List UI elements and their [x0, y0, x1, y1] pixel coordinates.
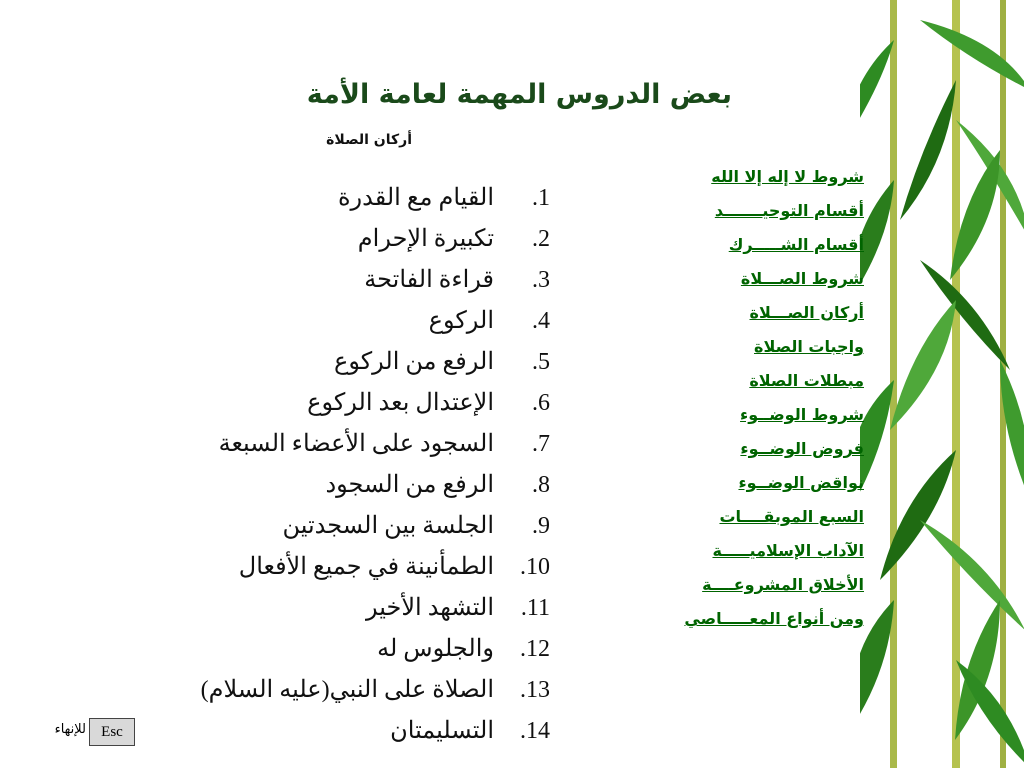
item-number: 7. — [532, 431, 550, 457]
item-text: والجلوس له — [377, 636, 494, 662]
item-number: 9. — [532, 513, 550, 539]
item-number: 10. — [520, 554, 550, 580]
nav-link-shirk-types[interactable]: أقسام الشـــــرك — [728, 235, 864, 254]
list-item — [150, 547, 550, 588]
bamboo-leaves — [860, 20, 1024, 768]
nav-link-tawheed-conditions[interactable]: شروط لا إله إلا الله — [711, 167, 864, 186]
nav-link-sins-types[interactable]: ومن أنواع المعـــــاصي — [684, 609, 864, 628]
item-text: الرفع من السجود — [325, 472, 494, 498]
item-number: 12. — [520, 636, 550, 662]
lessons-nav — [560, 162, 864, 638]
nav-link-prayer-obligations[interactable]: واجبات الصلاة — [754, 337, 864, 356]
nav-link-islamic-manners[interactable]: الآداب الإسلاميـــــة — [712, 541, 864, 560]
nav-link-seven-sins[interactable]: السبع الموبقــــات — [719, 507, 864, 526]
item-text: تكبيرة الإحرام — [357, 226, 494, 252]
item-number: 13. — [520, 677, 550, 703]
list-item — [150, 588, 550, 629]
nav-link-wudu-conditions[interactable]: شروط الوضــوء — [740, 405, 864, 424]
list-item — [150, 178, 550, 219]
item-text: الطمأنينة في جميع الأفعال — [238, 554, 494, 580]
item-text: التشهد الأخير — [366, 595, 494, 621]
item-number: 5. — [532, 349, 550, 375]
nav-link-wudu-obligations[interactable]: فروض الوضــوء — [740, 439, 864, 458]
list-item — [150, 424, 550, 465]
item-number: 1. — [532, 185, 550, 211]
item-number: 6. — [532, 390, 550, 416]
list-item — [150, 670, 550, 711]
list-item — [150, 711, 550, 752]
section-subtitle: أركان الصلاة — [326, 132, 412, 148]
item-number: 11. — [520, 595, 550, 621]
item-text: التسليمتان — [390, 718, 494, 744]
list-item — [150, 219, 550, 260]
item-text: السجود على الأعضاء السبعة — [218, 431, 494, 457]
list-item — [150, 506, 550, 547]
item-number: 14. — [520, 718, 550, 744]
item-text: الجلسة بين السجدتين — [282, 513, 494, 539]
esc-label: للإنهاء — [54, 722, 86, 737]
nav-link-wudu-nullifiers[interactable]: نواقض الوضــوء — [738, 473, 864, 492]
list-item — [150, 301, 550, 342]
esc-button[interactable]: Esc — [89, 718, 135, 746]
list-item — [150, 260, 550, 301]
item-text: الإعتدال بعد الركوع — [307, 390, 494, 416]
list-item — [150, 465, 550, 506]
list-item — [150, 629, 550, 670]
nav-link-prayer-pillars[interactable]: أركان الصـــلاة — [749, 303, 864, 322]
item-text: الرفع من الركوع — [334, 349, 494, 375]
bamboo-decoration — [860, 0, 1024, 768]
item-number: 2. — [532, 226, 550, 252]
nav-link-ethics[interactable]: الأخلاق المشروعــــة — [702, 575, 864, 594]
item-number: 8. — [532, 472, 550, 498]
nav-link-tawheed-types[interactable]: أقسام التوحيـــــــد — [714, 201, 864, 220]
item-text: الصلاة على النبي(عليه السلام) — [200, 677, 494, 703]
item-text: قراءة الفاتحة — [364, 267, 494, 293]
page-title: بعض الدروس المهمة لعامة الأمة — [306, 79, 732, 110]
list-item — [150, 342, 550, 383]
nav-link-prayer-conditions[interactable]: شروط الصـــلاة — [740, 269, 864, 288]
item-number: 4. — [532, 308, 550, 334]
list-item — [150, 383, 550, 424]
item-text: القيام مع القدرة — [337, 185, 494, 211]
nav-link-prayer-invalidators[interactable]: مبطلات الصلاة — [749, 371, 864, 390]
item-number: 3. — [532, 267, 550, 293]
item-text: الركوع — [428, 308, 494, 334]
pillars-list — [150, 178, 550, 752]
